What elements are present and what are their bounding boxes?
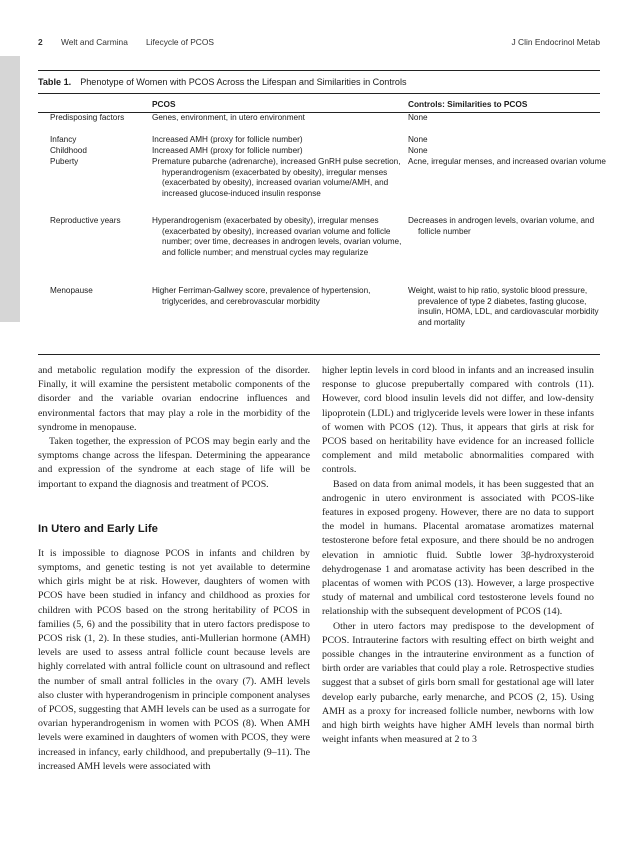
row-stage: Predisposing factors xyxy=(50,113,125,122)
table-label: Table 1. xyxy=(38,77,72,87)
row-pcos: Hyperandrogenism (exacerbated by obesity), irregular menses (exacerbated by obesity), increased ovarian volume and follicle number; over time, decreases in androgen levels, ovarian volume, and follicle number; and menstrual cycles may regularize xyxy=(152,216,402,258)
margin-shade-bar xyxy=(0,56,20,322)
body-column-right xyxy=(322,364,594,747)
row-controls: Acne, irregular menses, and increased ovarian volume xyxy=(408,157,606,166)
running-title: Lifecycle of PCOS xyxy=(146,37,214,47)
row-pcos: Genes, environment, in utero environment xyxy=(152,113,305,122)
row-controls: None xyxy=(408,135,428,144)
body-column-left xyxy=(38,364,310,774)
body-paragraph: and metabolic regulation modify the expression of the disorder. Finally, it will examine the persistent metabolic components of the disorder and the variable ovarian endocrine influences and environmental factors that may play a role in the morbidity of the syndrome in menopause. xyxy=(38,365,310,433)
table-caption xyxy=(38,77,407,87)
row-stage: Reproductive years xyxy=(50,216,121,225)
page-number: 2 xyxy=(38,37,43,47)
column-header-controls: Controls: Similarities to PCOS xyxy=(408,99,528,109)
row-pcos: Higher Ferriman-Gallwey score, prevalence of hypertension, triglycerides, and cerebrovascular morbidity xyxy=(152,286,371,306)
row-pcos: Increased AMH (proxy for follicle number) xyxy=(152,146,303,155)
body-paragraph: Based on data from animal models, it has been suggested that an androgenic in utero environment is associated with PCOS-like features in exposed progeny. However, there are no data to support the model in humans. Placental aromatase aromatizes maternal testosterone before fetal exposure, and there should be no androgen elevation in amniotic fluid. Subtle lower 3β-hydroxysteroid dehydrogenase 1 and aromatase activity has been described in the placentas of women with PCOS (13). However, a large prospective study of maternal and umbilical cord testosterone levels found no relationship with the subsequent development of PCOS (14). xyxy=(322,478,594,618)
table-bottom-rule xyxy=(38,354,600,355)
body-paragraph: higher leptin levels in cord blood in infants and an increased insulin response to glucose prepubertally compared with controls (11). However, cord blood insulin levels did not differ, and low-density lipoprotein (LDL) and triglyceride levels were lower in these infants of women with PCOS (12). Thus, it appears that girls at risk for PCOS based on heritability have evidence for an increased follicle complement and mild metabolic abnormalities compared with controls. xyxy=(322,365,594,476)
row-pcos: Increased AMH (proxy for follicle number) xyxy=(152,135,303,144)
row-stage: Infancy xyxy=(50,135,77,144)
journal-name: J Clin Endocrinol Metab xyxy=(511,37,600,47)
running-authors: Welt and Carmina xyxy=(61,37,128,47)
row-controls: None xyxy=(408,146,428,155)
row-stage: Puberty xyxy=(50,157,79,166)
running-header xyxy=(38,37,600,51)
table-caption-rule xyxy=(38,93,600,94)
row-controls: Weight, waist to hip ratio, systolic blood pressure, prevalence of type 2 diabetes, fasting glucose, insulin, HOMA, LDL, and cardiovascular morbidity and mortality xyxy=(408,286,599,328)
body-paragraph: It is impossible to diagnose PCOS in infants and children by symptoms, and genetic testing is not yet available to determine which girls might be at risk. However, daughters of women with PCOS have been studied in infancy and childhood as proxies for children with PCOS based on the strong heritability of PCOS in families (5, 6) and the possibility that in utero factors predispose to PCOS risk (1, 2). In these studies, anti-Mullerian hormone (AMH) levels are used to assess antral follicle count because levels are highly correlated with antral follicle count on ultrasound and reflect the number of small antral follicles in the ovary (7). AMH levels also cluster with hyperandrogenism in principle component analyses of PCOS, suggesting that AMH levels can be used as a surrogate for ovarian hyperandrogenism in women with PCOS (8). When AMH levels were examined in daughters of women with PCOS, they were increased in infancy, early childhood, and prepubertally (9–11). The increased AMH levels were associated with xyxy=(38,547,310,772)
body-paragraph: Other in utero factors may predispose to the development of PCOS. Intrauterine factors with resulting effect on birth weight and possible changes in the intrauterine environment as a function of birth order are variables that could play a role. Retrospective studies suggest that a subset of girls born small for gestational age will later develop early pubarche, early menarche, and PCOS (2, 15). Using AMH as a proxy for increased follicle number, newborns with low and high birth weights have higher AMH levels than normal birth weight infants when measured at 2 to 3 xyxy=(322,620,594,746)
row-pcos: Premature pubarche (adrenarche), increased GnRH pulse secretion, hyperandrogenism (exacerbated by obesity), irregular menses (exacerbated by obesity), increased ovarian volume/AMH, and increased glucose-induced insulin response xyxy=(152,157,401,199)
row-controls: Decreases in androgen levels, ovarian volume, and follicle number xyxy=(408,216,595,236)
section-heading: In Utero and Early Life xyxy=(38,522,158,535)
row-stage: Menopause xyxy=(50,286,93,295)
column-header-pcos: PCOS xyxy=(152,99,176,109)
table-top-rule xyxy=(38,70,600,71)
table-1 xyxy=(38,70,606,355)
row-controls: None xyxy=(408,113,428,122)
row-stage: Childhood xyxy=(50,146,87,155)
body-paragraph: Taken together, the expression of PCOS may begin early and the symptoms change across the lifespan. Determining the appearance and expression of the syndrome at each stage of life will be important to expand the diagnosis and treatment of PCOS. xyxy=(38,436,310,490)
table-title: Phenotype of Women with PCOS Across the Lifespan and Similarities in Controls xyxy=(80,77,407,87)
